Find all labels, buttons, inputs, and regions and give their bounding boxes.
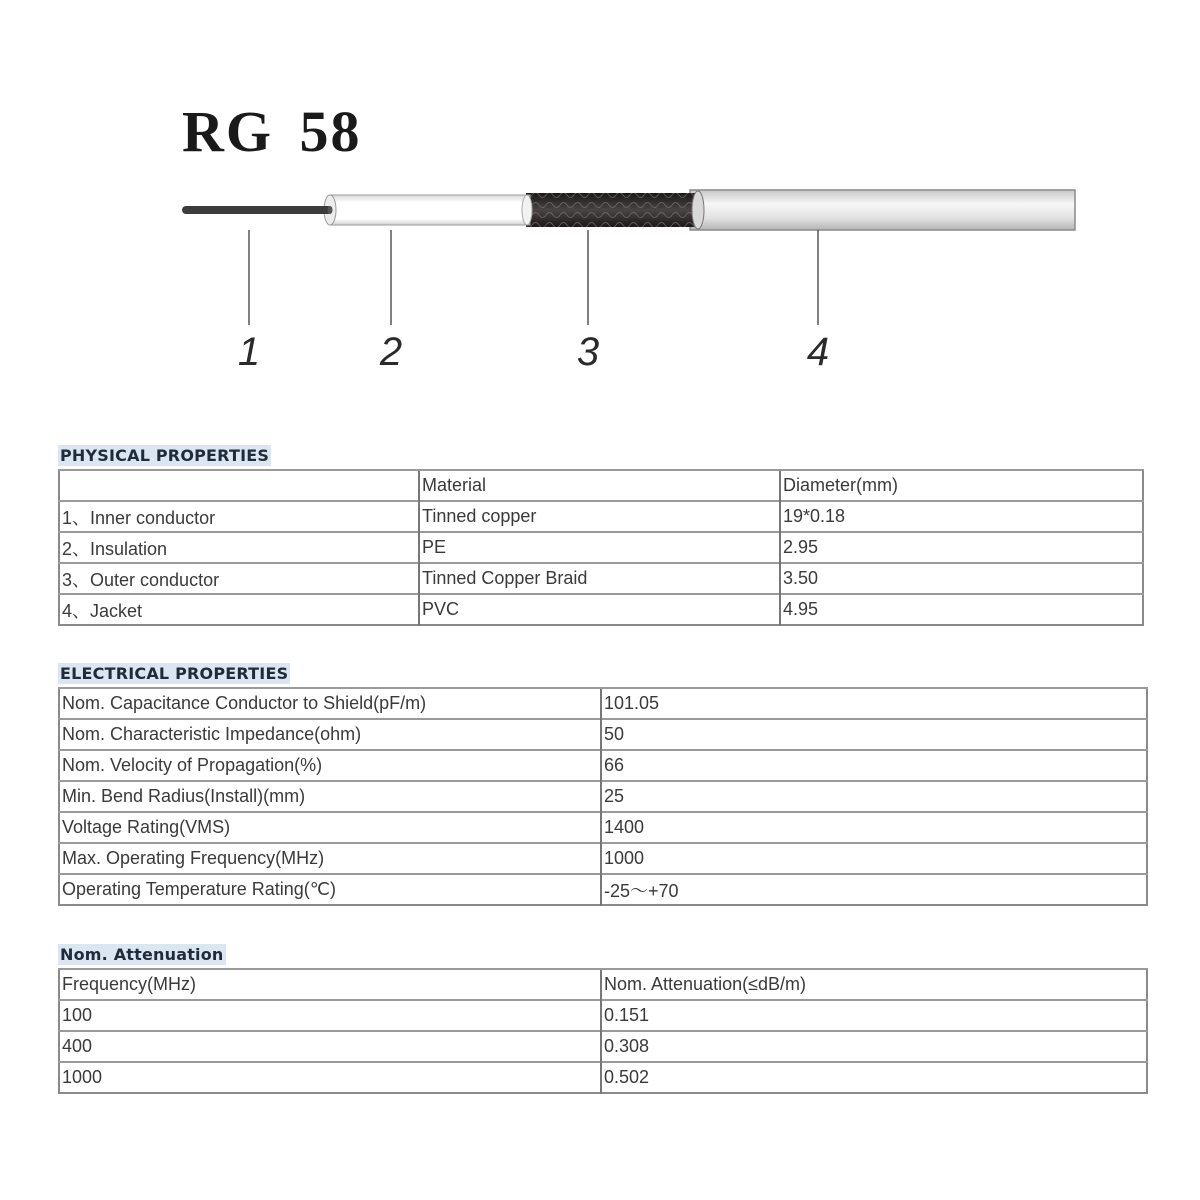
electrical-properties-table	[58, 687, 1148, 906]
table-row	[59, 719, 1147, 750]
table-row	[59, 563, 1143, 594]
header-cell: Diameter(mm)	[780, 470, 1143, 501]
table-row	[59, 843, 1147, 874]
cell-diameter: 2.95	[780, 532, 1143, 563]
table-header-row	[59, 470, 1143, 501]
cell-property: Max. Operating Frequency(MHz)	[59, 843, 601, 874]
cell-value: 1400	[601, 812, 1147, 843]
table-header-row	[59, 969, 1147, 1000]
insulation-segment	[324, 195, 532, 225]
callout-1: 1	[237, 330, 261, 374]
attenuation-table	[58, 968, 1148, 1094]
table-row	[59, 781, 1147, 812]
cell-component: 2、Insulation	[59, 532, 419, 563]
cell-material: PE	[419, 532, 780, 563]
physical-properties-table	[58, 469, 1144, 626]
cell-value: 50	[601, 719, 1147, 750]
cell-diameter: 19*0.18	[780, 501, 1143, 532]
cell-diameter: 4.95	[780, 594, 1143, 625]
cell-value: -25～+70	[601, 874, 1147, 905]
cell-material: Tinned copper	[419, 501, 780, 532]
header-cell: Material	[419, 470, 780, 501]
cell-value: 25	[601, 781, 1147, 812]
header-cell: Nom. Attenuation(≤dB/m)	[601, 969, 1147, 1000]
table-row	[59, 750, 1147, 781]
cell-value: 101.05	[601, 688, 1147, 719]
table-row	[59, 501, 1143, 532]
cell-component: 3、Outer conductor	[59, 563, 419, 594]
cell-diameter: 3.50	[780, 563, 1143, 594]
table-row	[59, 1031, 1147, 1062]
cell-property: Voltage Rating(VMS)	[59, 812, 601, 843]
attenuation-heading: Nom. Attenuation	[60, 945, 224, 964]
cell-value: 1000	[601, 843, 1147, 874]
cell-attenuation: 0.502	[601, 1062, 1147, 1093]
cell-material: PVC	[419, 594, 780, 625]
jacket-segment	[690, 190, 1075, 230]
cell-component: 1、Inner conductor	[59, 501, 419, 532]
physical-properties-heading: PHYSICAL PROPERTIES	[60, 446, 270, 465]
table-row	[59, 688, 1147, 719]
cell-property: Operating Temperature Rating(℃)	[59, 874, 601, 905]
cell-property: Nom. Velocity of Propagation(%)	[59, 750, 601, 781]
header-cell	[59, 470, 419, 501]
table-row	[59, 594, 1143, 625]
cell-material: Tinned Copper Braid	[419, 563, 780, 594]
cell-attenuation: 0.151	[601, 1000, 1147, 1031]
table-row	[59, 532, 1143, 563]
inner-conductor-segment	[182, 206, 333, 214]
cell-component: 4、Jacket	[59, 594, 419, 625]
table-row	[59, 1000, 1147, 1031]
cable-cross-section-diagram	[0, 0, 1200, 400]
callout-leader-lines	[249, 230, 818, 325]
table-row	[59, 874, 1147, 905]
cell-property: Nom. Characteristic Impedance(ohm)	[59, 719, 601, 750]
cable-model-title: RG 58	[182, 99, 362, 164]
cell-property: Nom. Capacitance Conductor to Shield(pF/m)	[59, 688, 601, 719]
cell-frequency: 100	[59, 1000, 601, 1031]
callout-4: 4	[806, 330, 830, 374]
cell-property: Min. Bend Radius(Install)(mm)	[59, 781, 601, 812]
callout-3: 3	[576, 330, 600, 374]
cell-attenuation: 0.308	[601, 1031, 1147, 1062]
table-row	[59, 1062, 1147, 1093]
cell-frequency: 1000	[59, 1062, 601, 1093]
braid-segment	[526, 191, 704, 229]
cell-value: 66	[601, 750, 1147, 781]
header-cell: Frequency(MHz)	[59, 969, 601, 1000]
electrical-properties-heading: ELECTRICAL PROPERTIES	[60, 664, 289, 683]
callout-2: 2	[379, 330, 403, 374]
cell-frequency: 400	[59, 1031, 601, 1062]
table-row	[59, 812, 1147, 843]
